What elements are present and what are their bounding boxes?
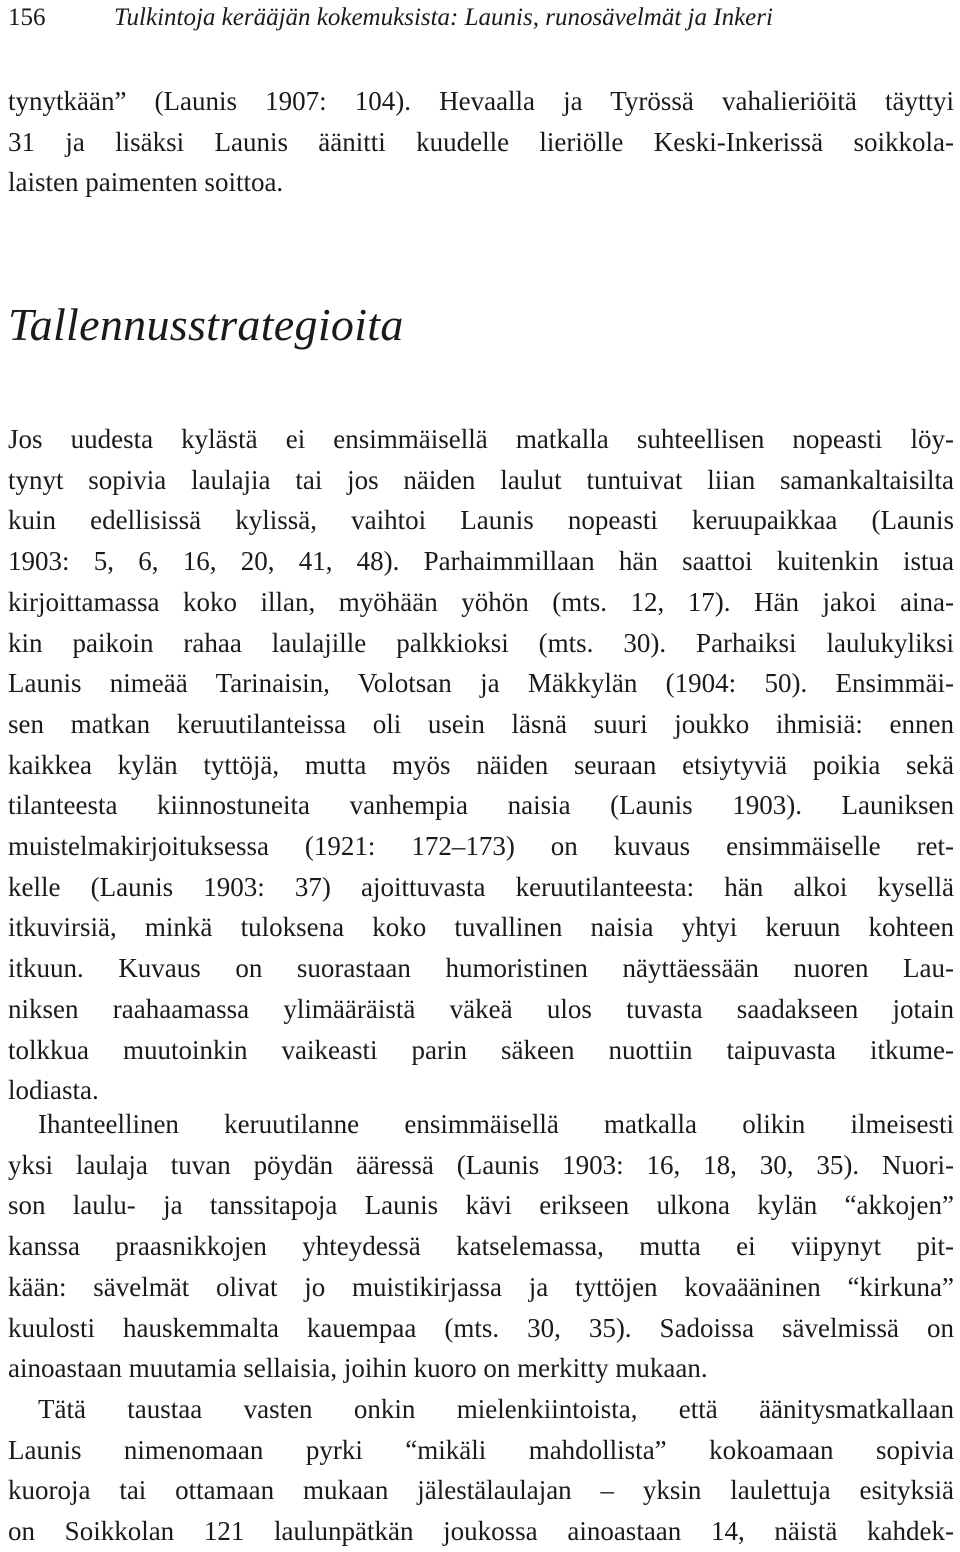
running-head [8, 2, 954, 34]
text-line: tolkkua muutoinkin vaikeasti parin säkeen nuottiin taipuvasta itkume- [8, 1034, 954, 1065]
text-line: tynytkään” (Launis 1907: 104). Hevaalla ja Tyrössä vahalieriöitä täyttyi [8, 86, 954, 116]
text-line: kaikkea kylän tyttöjä, mutta myös näiden seuraan etsiytyviä poikia sekä [8, 749, 954, 780]
text-line: Jos uudesta kylästä ei ensimmäisellä matkalla suhteellisen nopeasti löy- [8, 424, 954, 454]
text-line: yksi laulaja tuvan pöydän ääressä (Launis 1903: 16, 18, 30, 35). Nuori- [8, 1149, 954, 1180]
text-line: 31 ja lisäksi Launis äänitti kuudelle lieriölle Keski-Inkerissä soikkola- [8, 126, 954, 157]
text-line: 1903: 5, 6, 16, 20, 41, 48). Parhaimmillaan hän saattoi kuitenkin istua [8, 546, 954, 577]
text-line: kanssa praasnikkojen yhteydessä katselemassa, mutta ei viipynyt pit- [8, 1231, 954, 1262]
text-line: kään: sävelmät olivat jo muistikirjassa ja tyttöjen kovaääninen “kirkuna” [8, 1271, 954, 1302]
text-line: Launis nimeää Tarinaisin, Volotsan ja Mäkkylän (1904: 50). Ensimmäi- [8, 668, 954, 699]
paragraph-3 [8, 1389, 954, 1552]
text-line: kuulosti hauskemmalta kauempaa (mts. 30, 35). Sadoissa sävelmissä on [8, 1312, 954, 1343]
section-heading: Tallennusstrategioita [8, 299, 404, 350]
text-line: itkuvirsiä, minkä tuloksena koko tuvallinen naisia yhtyi keruun kohteen [8, 912, 954, 943]
text-line: kin paikoin rahaa laulajille palkkioksi (mts. 30). Parhaiksi laulukyliksi [8, 627, 954, 658]
text-line: tynyt sopivia laulajia tai jos näiden laulut tuntuivat liian samankaltaisilta [8, 464, 954, 495]
paragraph-1 [8, 419, 954, 1111]
text-line: laisten paimenten soittoa. [8, 167, 284, 198]
text-line: kuin edellisissä kylissä, vaihtoi Launis nopeasti keruupaikkaa (Launis [8, 505, 954, 536]
text-line: lodiasta. [8, 1075, 99, 1106]
continuation-paragraph [8, 81, 954, 203]
text-line: Tätä taustaa vasten onkin mielenkiintoista, että äänitysmatkallaan [38, 1394, 954, 1424]
text-line: kelle (Launis 1903: 37) ajoittuvasta keruutilanteesta: hän alkoi kysellä [8, 871, 954, 902]
page-number: 156 [8, 4, 46, 31]
text-line: muistelmakirjoituksessa (1921: 172–173) on kuvaus ensimmäiselle ret- [8, 831, 954, 862]
text-line: ainoastaan muutamia sellaisia, joihin kuoro on merkitty mukaan. [8, 1353, 708, 1384]
text-line: itkuun. Kuvaus on suorastaan humoristinen näyttäessään nuoren Lau- [8, 953, 954, 984]
text-line: on Soikkolan 121 laulunpätkän joukossa ainoastaan 14, näistä kahdek- [8, 1516, 954, 1547]
text-line: Launis nimenomaan pyrki “mikäli mahdollista” kokoamaan sopivia [8, 1434, 954, 1465]
text-line: son laulu- ja tanssitapoja Launis kävi erikseen ulkona kylän “akkojen” [8, 1190, 954, 1221]
paragraph-2 [8, 1104, 954, 1389]
text-line: kirjoittamassa koko illan, myöhään yöhön (mts. 12, 17). Hän jakoi aina- [8, 586, 954, 617]
running-title: Tulkintoja kerääjän kokemuksista: Launis, runosävelmät ja Inkeri [114, 4, 773, 31]
text-line: tilanteesta kiinnostuneita vanhempia naisia (Launis 1903). Launiksen [8, 790, 954, 821]
text-line: Ihanteellinen keruutilanne ensimmäisellä matkalla olikin ilmeisesti [38, 1109, 954, 1139]
text-line: kuoroja tai ottamaan mukaan jälestälaulajan – yksin laulettuja esityksiä [8, 1475, 954, 1506]
text-line: sen matkan keruutilanteissa oli usein läsnä suuri joukko ihmisiä: ennen [8, 708, 954, 739]
text-line: niksen raahaamassa ylimääräistä väkeä ulos tuvasta saadakseen jotain [8, 993, 954, 1024]
